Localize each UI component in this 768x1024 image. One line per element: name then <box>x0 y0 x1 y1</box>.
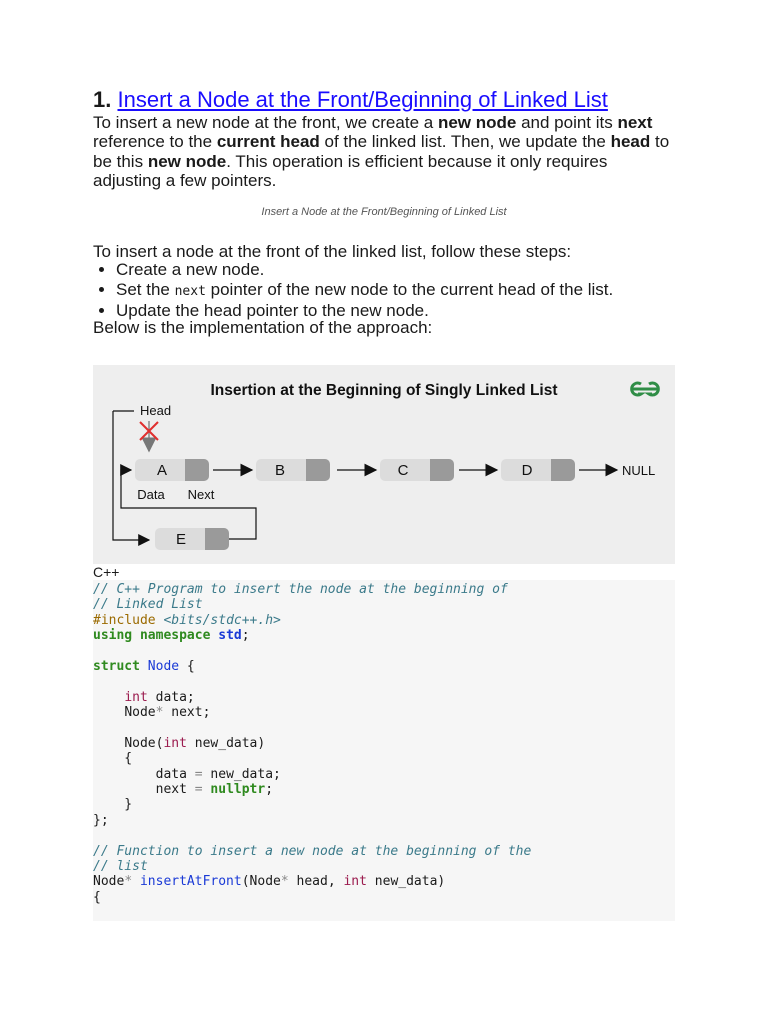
head-label: Head <box>140 403 172 418</box>
code-line: // Linked List <box>93 597 203 613</box>
code-line: using namespace std; <box>93 628 250 644</box>
code-line: // C++ Program to insert the node at the beginning of <box>93 582 508 597</box>
next-label: Next <box>187 487 215 502</box>
code-line: Node(int new_data) <box>124 735 266 751</box>
code-line: } <box>93 797 133 813</box>
code-line: // list <box>93 859 148 875</box>
intro-paragraph: To insert a new node at the front, we create a new node and point its next reference to the current head of the linked list. Then, we update the head to be this new node. This operation is efficient because it only requires adjusting a few pointers. <box>93 113 670 190</box>
code-line: next = nullptr; <box>155 782 274 798</box>
steps-list <box>93 260 613 321</box>
code-line <box>93 828 675 843</box>
list-item: • Create a new node. <box>116 260 613 280</box>
code-line: // Function to insert a new node at the beginning of the <box>93 843 532 859</box>
code-line: #include <bits/stdc++.h> <box>93 612 281 628</box>
code-line: Node* next; <box>124 705 211 721</box>
node-d <box>501 459 575 481</box>
node-c <box>380 459 454 481</box>
heading-number: 1. <box>93 87 112 112</box>
steps-intro: To insert a node at the front of the linked list, follow these steps: <box>93 242 572 261</box>
code-line <box>93 674 675 689</box>
svg-text:B: B <box>274 462 286 479</box>
implementation-intro: Below is the implementation of the approach: <box>93 318 433 337</box>
data-label: Data <box>137 487 165 502</box>
section-heading <box>93 86 608 114</box>
image-caption: Insert a Node at the Front/Beginning of Linked List <box>261 206 507 218</box>
svg-text:A: A <box>156 462 168 479</box>
code-line: int data; <box>124 689 195 705</box>
svg-text:C: C <box>397 462 409 479</box>
list-item: • Update the head pointer to the new node. <box>116 301 613 321</box>
code-line: struct Node { <box>93 658 195 674</box>
node-e <box>155 528 229 550</box>
code-line: }; <box>93 812 109 828</box>
heading-link[interactable]: Insert a Node at the Front/Beginning of Linked List <box>117 87 608 112</box>
gfg-logo-icon <box>632 383 659 395</box>
diagram-svg <box>93 365 675 564</box>
svg-text:D: D <box>521 462 533 479</box>
code-line: data = new_data; <box>155 766 281 782</box>
svg-text:E: E <box>175 531 187 548</box>
code-line <box>93 721 675 736</box>
node-b <box>256 459 330 481</box>
list-item: • Set the next pointer of the new node to the current head of the list. <box>116 280 613 302</box>
null-label: NULL <box>622 463 656 478</box>
code-line: Node* insertAtFront(Node* head, int new_data) <box>93 874 446 890</box>
code-line: { <box>93 751 133 767</box>
code-block <box>93 580 675 921</box>
diagram-title: Insertion at the Beginning of Singly Linked List <box>210 382 558 399</box>
node-a <box>135 459 209 481</box>
code-line: { <box>93 889 101 905</box>
insertion-diagram <box>93 365 675 564</box>
code-language-label: C++ <box>93 564 120 580</box>
code-line <box>93 644 675 659</box>
